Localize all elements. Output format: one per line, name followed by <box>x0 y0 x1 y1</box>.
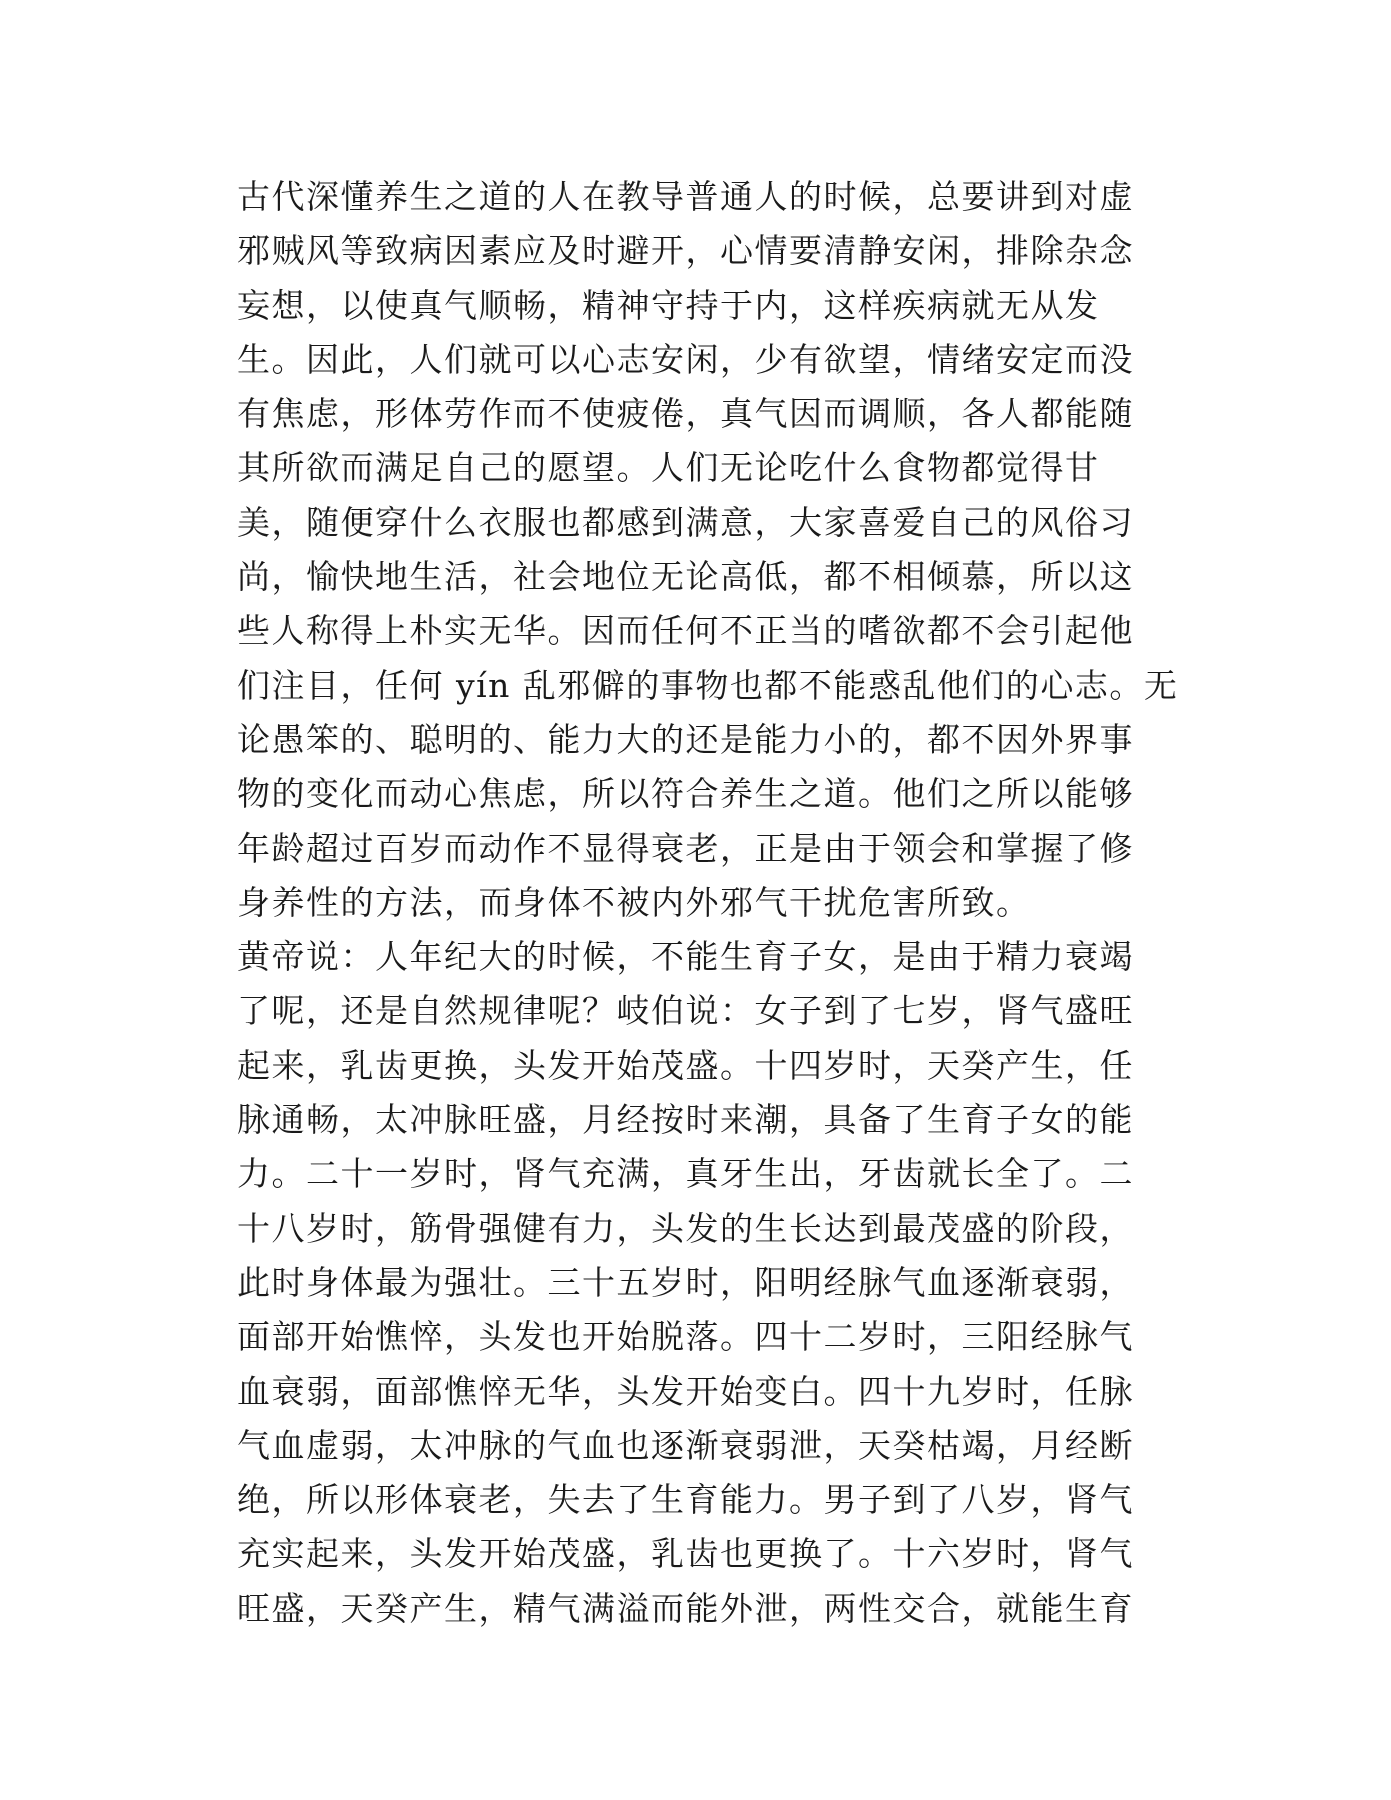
text-line: 脉通畅，太冲脉旺盛，月经按时来潮，具备了生育子女的能 <box>237 1100 1134 1140</box>
text-line: 物的变化而动心焦虑，所以符合养生之道。他们之所以能够 <box>237 774 1134 814</box>
text-line: 们注目，任何 yín 乱邪僻的事物也都不能惑乱他们的心志。无 <box>237 665 1179 705</box>
text-line: 绝，所以形体衰老，失去了生育能力。男子到了八岁，肾气 <box>237 1480 1134 1520</box>
text-line: 血衰弱，面部憔悴无华，头发开始变白。四十九岁时，任脉 <box>237 1371 1134 1411</box>
text-line: 气血虚弱，太冲脉的气血也逐渐衰弱泄，天癸枯竭，月经断 <box>237 1425 1134 1465</box>
body-text <box>237 170 1177 1636</box>
text-line: 黄帝说：人年纪大的时候，不能生育子女，是由于精力衰竭 <box>237 937 1134 977</box>
text-line: 其所欲而满足自己的愿望。人们无论吃什么食物都觉得甘 <box>237 448 1100 488</box>
text-line: 尚，愉快地生活，社会地位无论高低，都不相倾慕，所以这 <box>237 557 1134 597</box>
text-line: 力。二十一岁时，肾气充满，真牙生出，牙齿就长全了。二 <box>237 1154 1134 1194</box>
text-line: 年龄超过百岁而动作不显得衰老，正是由于领会和掌握了修 <box>237 828 1134 868</box>
text-line: 十八岁时，筋骨强健有力，头发的生长达到最茂盛的阶段， <box>237 1208 1134 1248</box>
text-line: 面部开始憔悴，头发也开始脱落。四十二岁时，三阳经脉气 <box>237 1317 1134 1357</box>
text-line: 充实起来，头发开始茂盛，乳齿也更换了。十六岁时，肾气 <box>237 1534 1134 1574</box>
text-line: 了呢，还是自然规律呢？岐伯说：女子到了七岁，肾气盛旺 <box>237 991 1134 1031</box>
text-line: 些人称得上朴实无华。因而任何不正当的嗜欲都不会引起他 <box>237 611 1134 651</box>
text-line: 美，随便穿什么衣服也都感到满意，大家喜爱自己的风俗习 <box>237 502 1134 542</box>
text-line: 妄想，以使真气顺畅，精神守持于内，这样疾病就无从发 <box>237 285 1100 325</box>
text-line: 起来，乳齿更换，头发开始茂盛。十四岁时，天癸产生，任 <box>237 1045 1134 1085</box>
text-line: 此时身体最为强壮。三十五岁时，阳明经脉气血逐渐衰弱， <box>237 1262 1134 1302</box>
text-line: 论愚笨的、聪明的、能力大的还是能力小的，都不因外界事 <box>237 719 1134 759</box>
text-line: 身养性的方法，而身体不被内外邪气干扰危害所致。 <box>237 882 1031 922</box>
text-line: 古代深懂养生之道的人在教导普通人的时候，总要讲到对虚 <box>237 177 1134 216</box>
text-line: 旺盛，天癸产生，精气满溢而能外泄，两性交合，就能生育 <box>237 1588 1134 1628</box>
text-line: 有焦虑，形体劳作而不使疲倦，真气因而调顺，各人都能随 <box>237 394 1134 434</box>
text-line: 生。因此，人们就可以心志安闲，少有欲望，情绪安定而没 <box>237 339 1134 379</box>
text-line: 邪贼风等致病因素应及时避开，心情要清静安闲，排除杂念 <box>237 231 1134 271</box>
